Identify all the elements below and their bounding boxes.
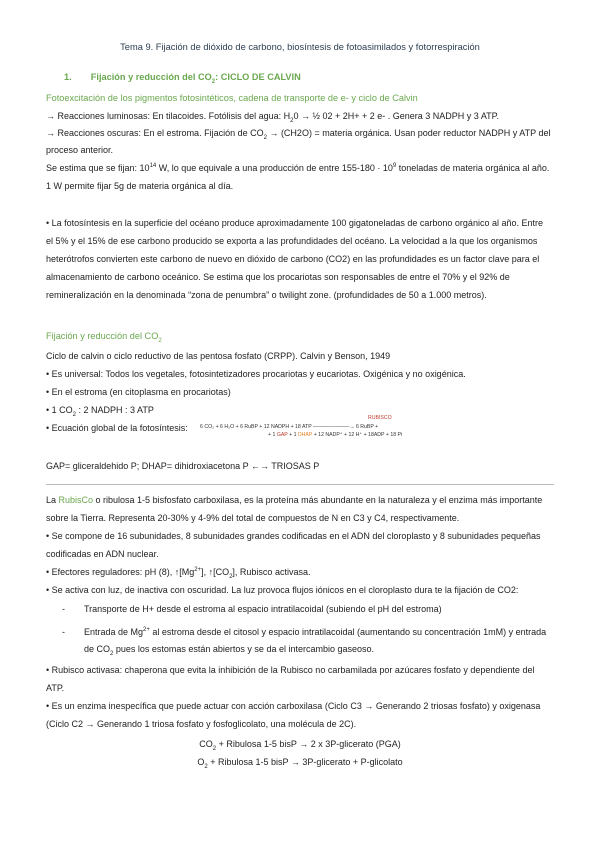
rubisco-line-6: • Se activa con luz, de inactiva con oscuridad. La luz provoca flujos iónicos en el cloroplasto dura te la fijación de CO2: <box>46 585 519 595</box>
dhap-label: DHAP <box>297 432 313 438</box>
section-1-title <box>64 71 554 84</box>
section-2-heading <box>46 330 554 343</box>
text: o ribulosa 1-5 bisfosfato carboxilasa, es la proteína más abundante en la naturaleza y el enzima más importante <box>93 495 543 505</box>
text: Entrada de Mg <box>84 627 144 637</box>
text: → Reacciones luminosas: En tilacoides. Fotólisis del agua: H <box>46 111 291 121</box>
gap-dhap-definition: GAP= gliceraldehido P; DHAP= dihidroxiacetona P ←→ TRIOSAS P <box>46 461 320 471</box>
text: + Ribulosa 1-5 bisP → 3P-glicerato + P-glicolato <box>207 757 403 767</box>
section-title-sub: 2 <box>211 78 216 85</box>
text: Transporte de H+ desde el estroma al espacio intratilacoidal (subiendo el pH del estroma) <box>84 604 442 614</box>
text: Se estima que se fijan: 10 <box>46 163 150 173</box>
rubisco-line-1 <box>46 494 554 507</box>
subscript: 2 <box>263 134 267 141</box>
text: + Ribulosa 1-5 bisP → 2 x 3P-glicerato (PGA) <box>216 739 401 749</box>
ocean-line-1: • La fotosíntesis en la superficie del océano produce aproximadamente 100 gigatoneladas de carbono orgánico al año. Entre <box>46 218 543 228</box>
paragraph-oscuras-cont: proceso anterior. <box>46 145 114 155</box>
text: : 2 NADPH : 3 ATP <box>76 405 154 415</box>
text: • Efectores reguladores: pH (8), ↑[Mg <box>46 567 195 577</box>
ocean-line-2: el 5% y el 15% de ese carbono producido se exporta a las profundidades del océano. La velocidad a la que los organismos <box>46 236 538 246</box>
text: + 1 <box>287 432 298 438</box>
heading-sub: 2 <box>158 337 162 344</box>
subscript: 2 <box>229 573 233 580</box>
superscript: 2+ <box>143 627 150 633</box>
subscript: 2 <box>204 763 208 770</box>
text: O <box>197 757 205 767</box>
rubisco-line-4: codificadas en ADN nuclear. <box>46 549 159 559</box>
dash-icon: - <box>62 604 65 614</box>
equation-line-1: 6 CO₂ + 6 H₂O + 6 RuBP + 12 NADPH + 18 ATP ———————→ 6 RuBP + <box>200 424 379 430</box>
text: CO <box>199 739 213 749</box>
section-title-text: Fijación y reducción del CO <box>90 72 212 82</box>
text: 0 → ½ 02 + 2H+ + 2 e- . Genera 3 NADPH y 3 ATP. <box>293 111 499 121</box>
subscript: 2 <box>110 650 114 657</box>
page-header <box>0 42 600 52</box>
rubisco-word: RubisCo <box>58 495 94 505</box>
sub-bullet-h-transport <box>62 603 554 616</box>
bullet-universal: • Es universal: Todos los vegetales, fotosintetizadores procariotas y eucariotas. Oxigénica y no oxigénica. <box>46 369 466 379</box>
ocean-line-3: heterótrofos convierten este carbono de nuevo en dióxido de carbono (CO2) en las profundidades es un factor clave para el <box>46 254 540 264</box>
subscript: 2 <box>290 117 294 124</box>
header-title: Tema 9. Fijación de dióxido de carbono, biosíntesis de fotoasimilados y fotorrespiración <box>120 42 480 52</box>
bullet-equation: • Ecuación global de la fotosíntesis: <box>46 423 188 433</box>
sub-bullet-mg-entry-cont <box>84 643 554 656</box>
text: • 1 CO <box>46 405 73 415</box>
rubisco-activasa-line-2: ATP. <box>46 683 65 693</box>
text: pues los estomas están abiertos y se da el intercambio gaseoso. <box>113 644 375 654</box>
bullet-ratio <box>46 404 554 417</box>
text: ], Rubisco activasa. <box>232 567 311 577</box>
dash-icon: - <box>62 627 65 637</box>
reaction-oxygenase <box>0 756 600 769</box>
subscript: 2 <box>212 745 217 752</box>
paragraph-luminosas <box>46 110 554 123</box>
text: ], ↑[CO <box>201 567 230 577</box>
paragraph-oscuras <box>46 127 554 140</box>
rubisco-label: RUBISCO <box>368 415 392 421</box>
section-number: 1. <box>64 72 72 82</box>
paragraph-watt: 1 W permite fijar 5g de materia orgánica al día. <box>46 181 234 191</box>
equation-line-2 <box>268 432 402 439</box>
text: de CO <box>84 644 111 654</box>
divider <box>46 484 554 485</box>
subscript: 2 <box>72 411 77 418</box>
rubisco-line-2: sobre la Tierra. Representa 20-30% y 4-9% del total de compuestos de N en C3 y C4, respectivamente. <box>46 513 460 523</box>
calvin-line: Ciclo de calvin o ciclo reductivo de las pentosa fosfato (CRPP). Calvin y Benson, 1949 <box>46 351 391 361</box>
section-title-post: : CICLO DE CALVIN <box>215 72 301 82</box>
text: al estroma desde el citosol y espacio intratilacoidal (aumentando su concentración 1mM) y entrada <box>149 627 547 637</box>
enzyme-line-2: (Ciclo C2 → Generando 1 triosa fosfato y fosfoglicolato, una molécula de 2C). <box>46 719 357 729</box>
text: + 12 NADP⁺ + 12 H⁺ + 18ADP + 18 Pi <box>312 432 403 438</box>
ocean-line-4: almacenamiento de carbono oceánico. Se estima que los procariotas son responsables de entre el 70% y el 92% de <box>46 272 510 282</box>
superscript: 2+ <box>194 567 202 573</box>
paragraph-estimate <box>46 162 554 175</box>
rubisco-line-5 <box>46 566 554 579</box>
text: toneladas de materia orgánica al año. <box>396 163 550 173</box>
text: La <box>46 495 59 505</box>
enzyme-line-1: • Es un enzima inespecífica que puede actuar con acción carboxilasa (Ciclo C3 → Generando 2 triosas fosfato) y oxigenasa <box>46 701 541 711</box>
ocean-line-5: remineralización en la denominada “zona de penumbra” o twilight zone. (profundidades de 50 a 1.000 metros). <box>46 290 487 300</box>
text: + 1 <box>268 432 277 438</box>
rubisco-line-3: • Se compone de 16 subunidades, 8 subunidades grandes codificadas en el ADN del cloroplasto y 8 subunidades pequeñas <box>46 531 541 541</box>
heading-text: Fijación y reducción del CO <box>46 331 159 341</box>
section-1-subheading: Fotoexcitación de los pigmentos fotosintéticos, cadena de transporte de e- y ciclo de Calvin <box>46 93 418 103</box>
sub-bullet-mg-entry <box>62 626 554 639</box>
text: → (CH2O) = materia orgánica. Usan poder reductor NADPH y ATP del <box>266 128 551 138</box>
reaction-carboxylase <box>0 738 600 751</box>
gap-label: GAP <box>276 432 288 438</box>
equation-rubisco-label <box>368 415 392 422</box>
superscript: 9 <box>392 163 397 169</box>
bullet-estroma: • En el estroma (en citoplasma en procariotas) <box>46 387 231 397</box>
rubisco-activasa-line-1: • Rubisco activasa: chaperona que evita la inhibición de la Rubisco no carbamilada por azúcares fosfato y dependiente del <box>46 665 535 675</box>
text: → Reacciones oscuras: En el estroma. Fijación de CO <box>46 128 264 138</box>
superscript: 14 <box>149 163 157 169</box>
text: W, lo que equivale a una producción de entre 155-180 · 10 <box>156 163 393 173</box>
